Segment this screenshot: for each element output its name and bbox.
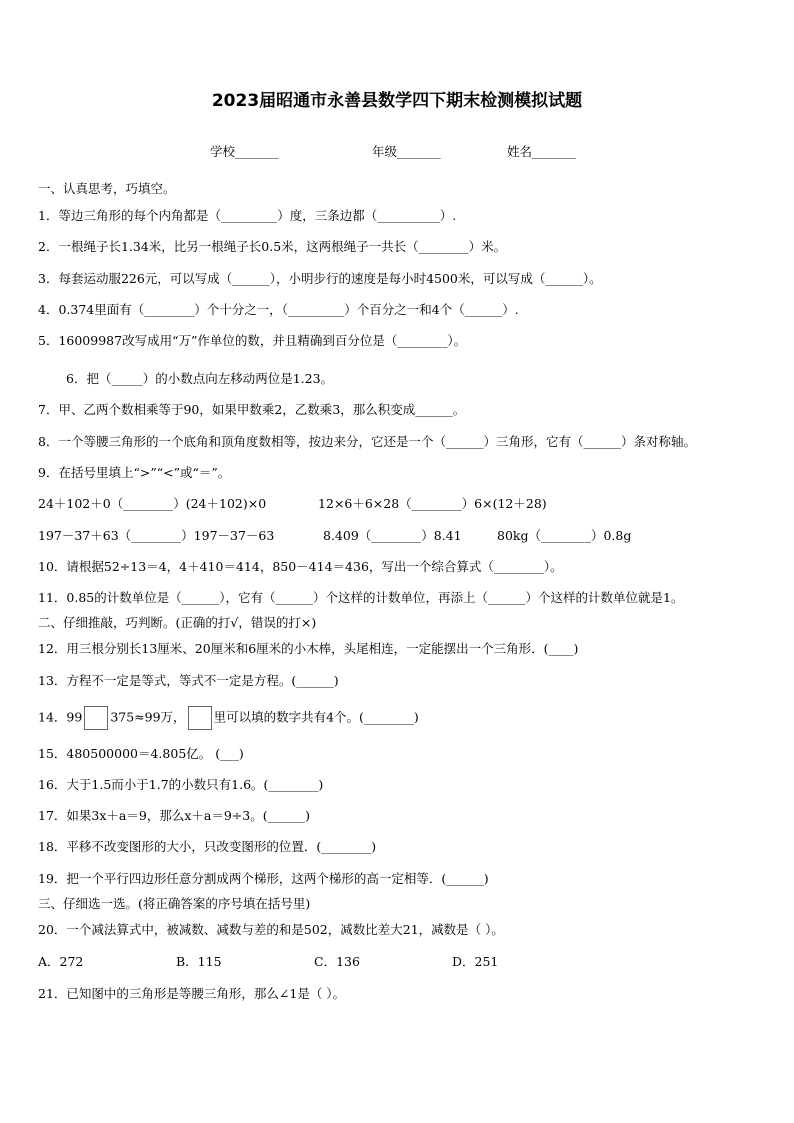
question-3: 3．每套运动服226元，可以写成（______），小明步行的速度是每小时4500米，可以写成（______）。 bbox=[38, 271, 602, 286]
option-c: C．136 bbox=[314, 954, 360, 969]
question-14 bbox=[38, 706, 419, 730]
question-9-item-d: 8.409（________）8.41 bbox=[323, 528, 462, 543]
grade-field: 年级_______ bbox=[372, 144, 441, 159]
question-16: 16．大于1.5而小于1.7的小数只有1.6。(________) bbox=[38, 777, 324, 792]
blank-box[interactable] bbox=[84, 706, 108, 730]
question-13: 13．方程不一定是等式，等式不一定是方程。(______) bbox=[38, 673, 339, 688]
question-9: 9．在括号里填上“>”“<”或“＝”。 bbox=[38, 465, 231, 480]
question-15: 15．480500000＝4.805亿。 (___) bbox=[38, 746, 244, 761]
question-7: 7．甲、乙两个数相乘等于90，如果甲数乘2，乙数乘3，那么积变成______。 bbox=[38, 402, 466, 417]
question-17: 17．如果3x＋a＝9，那么x＋a＝9÷3。(______) bbox=[38, 808, 310, 823]
question-2: 2．一根绳子长1.34米，比另一根绳子长0.5米，这两根绳子一共长（________）米。 bbox=[38, 239, 507, 254]
question-1: 1．等边三角形的每个内角都是（_________）度，三条边都（__________）. bbox=[38, 208, 457, 223]
option-a: A．272 bbox=[38, 954, 84, 969]
page-title: 2023届昭通市永善县数学四下期末检测模拟试题 bbox=[211, 91, 583, 111]
question-14-part-3: 里可以填的数字共有4个。(________) bbox=[213, 709, 419, 725]
question-14-part-2: 375≈99万， bbox=[110, 709, 186, 725]
name-field: 姓名_______ bbox=[507, 144, 576, 159]
question-6: 6．把（_____）的小数点向左移动两位是1.23。 bbox=[66, 371, 334, 386]
school-field: 学校_______ bbox=[210, 144, 279, 159]
question-18: 18．平移不改变图形的大小，只改变图形的位置．(________) bbox=[38, 839, 377, 854]
question-21: 21．已知图中的三角形是等腰三角形，那么∠1是（ ）。 bbox=[38, 986, 346, 1001]
section-heading-3: 三、仔细选一选。(将正确答案的序号填在括号里) bbox=[38, 896, 311, 911]
question-8: 8．一个等腰三角形的一个底角和顶角度数相等，按边来分，它还是一个（______）三角形，它有（______）条对称轴。 bbox=[38, 434, 696, 449]
question-19: 19．把一个平行四边形任意分割成两个梯形，这两个梯形的高一定相等．(______) bbox=[38, 871, 489, 886]
question-9-item-b: 12×6＋6×28（________）6×(12＋28) bbox=[318, 496, 547, 511]
question-10: 10．请根据52÷13＝4，4＋410＝414，850－414＝436，写出一个综合算式（________）。 bbox=[38, 559, 563, 574]
question-20: 20．一个减法算式中，被减数、减数与差的和是502，减数比差大21，减数是（ ）。 bbox=[38, 922, 504, 937]
question-9-item-e: 80kg（________）0.8g bbox=[497, 528, 632, 543]
section-heading-2: 二、仔细推敲，巧判断。(正确的打√，错误的打×) bbox=[38, 615, 317, 630]
question-12: 12．用三根分别长13厘米、20厘米和6厘米的小木棒，头尾相连，一定能摆出一个三角形．(____) bbox=[38, 641, 579, 656]
question-9-item-c: 197－37＋63（________）197－37－63 bbox=[38, 528, 275, 543]
question-11: 11．0.85的计数单位是（______），它有（______）个这样的计数单位，再添上（______）个这样的计数单位就是1。 bbox=[38, 590, 684, 605]
blank-box[interactable] bbox=[188, 706, 212, 730]
question-5: 5．16009987改写成用“万”作单位的数，并且精确到百分位是（________）。 bbox=[38, 333, 467, 348]
section-heading-1: 一、认真思考，巧填空。 bbox=[38, 181, 176, 196]
option-b: B．115 bbox=[176, 954, 222, 969]
question-9-item-a: 24＋102＋0（________）(24＋102)×0 bbox=[38, 496, 267, 511]
question-4: 4．0.374里面有（________）个十分之一，（_________）个百分之一和4个（______）. bbox=[38, 302, 519, 317]
question-14-part-1: 14．99 bbox=[38, 709, 83, 725]
option-d: D．251 bbox=[452, 954, 499, 969]
